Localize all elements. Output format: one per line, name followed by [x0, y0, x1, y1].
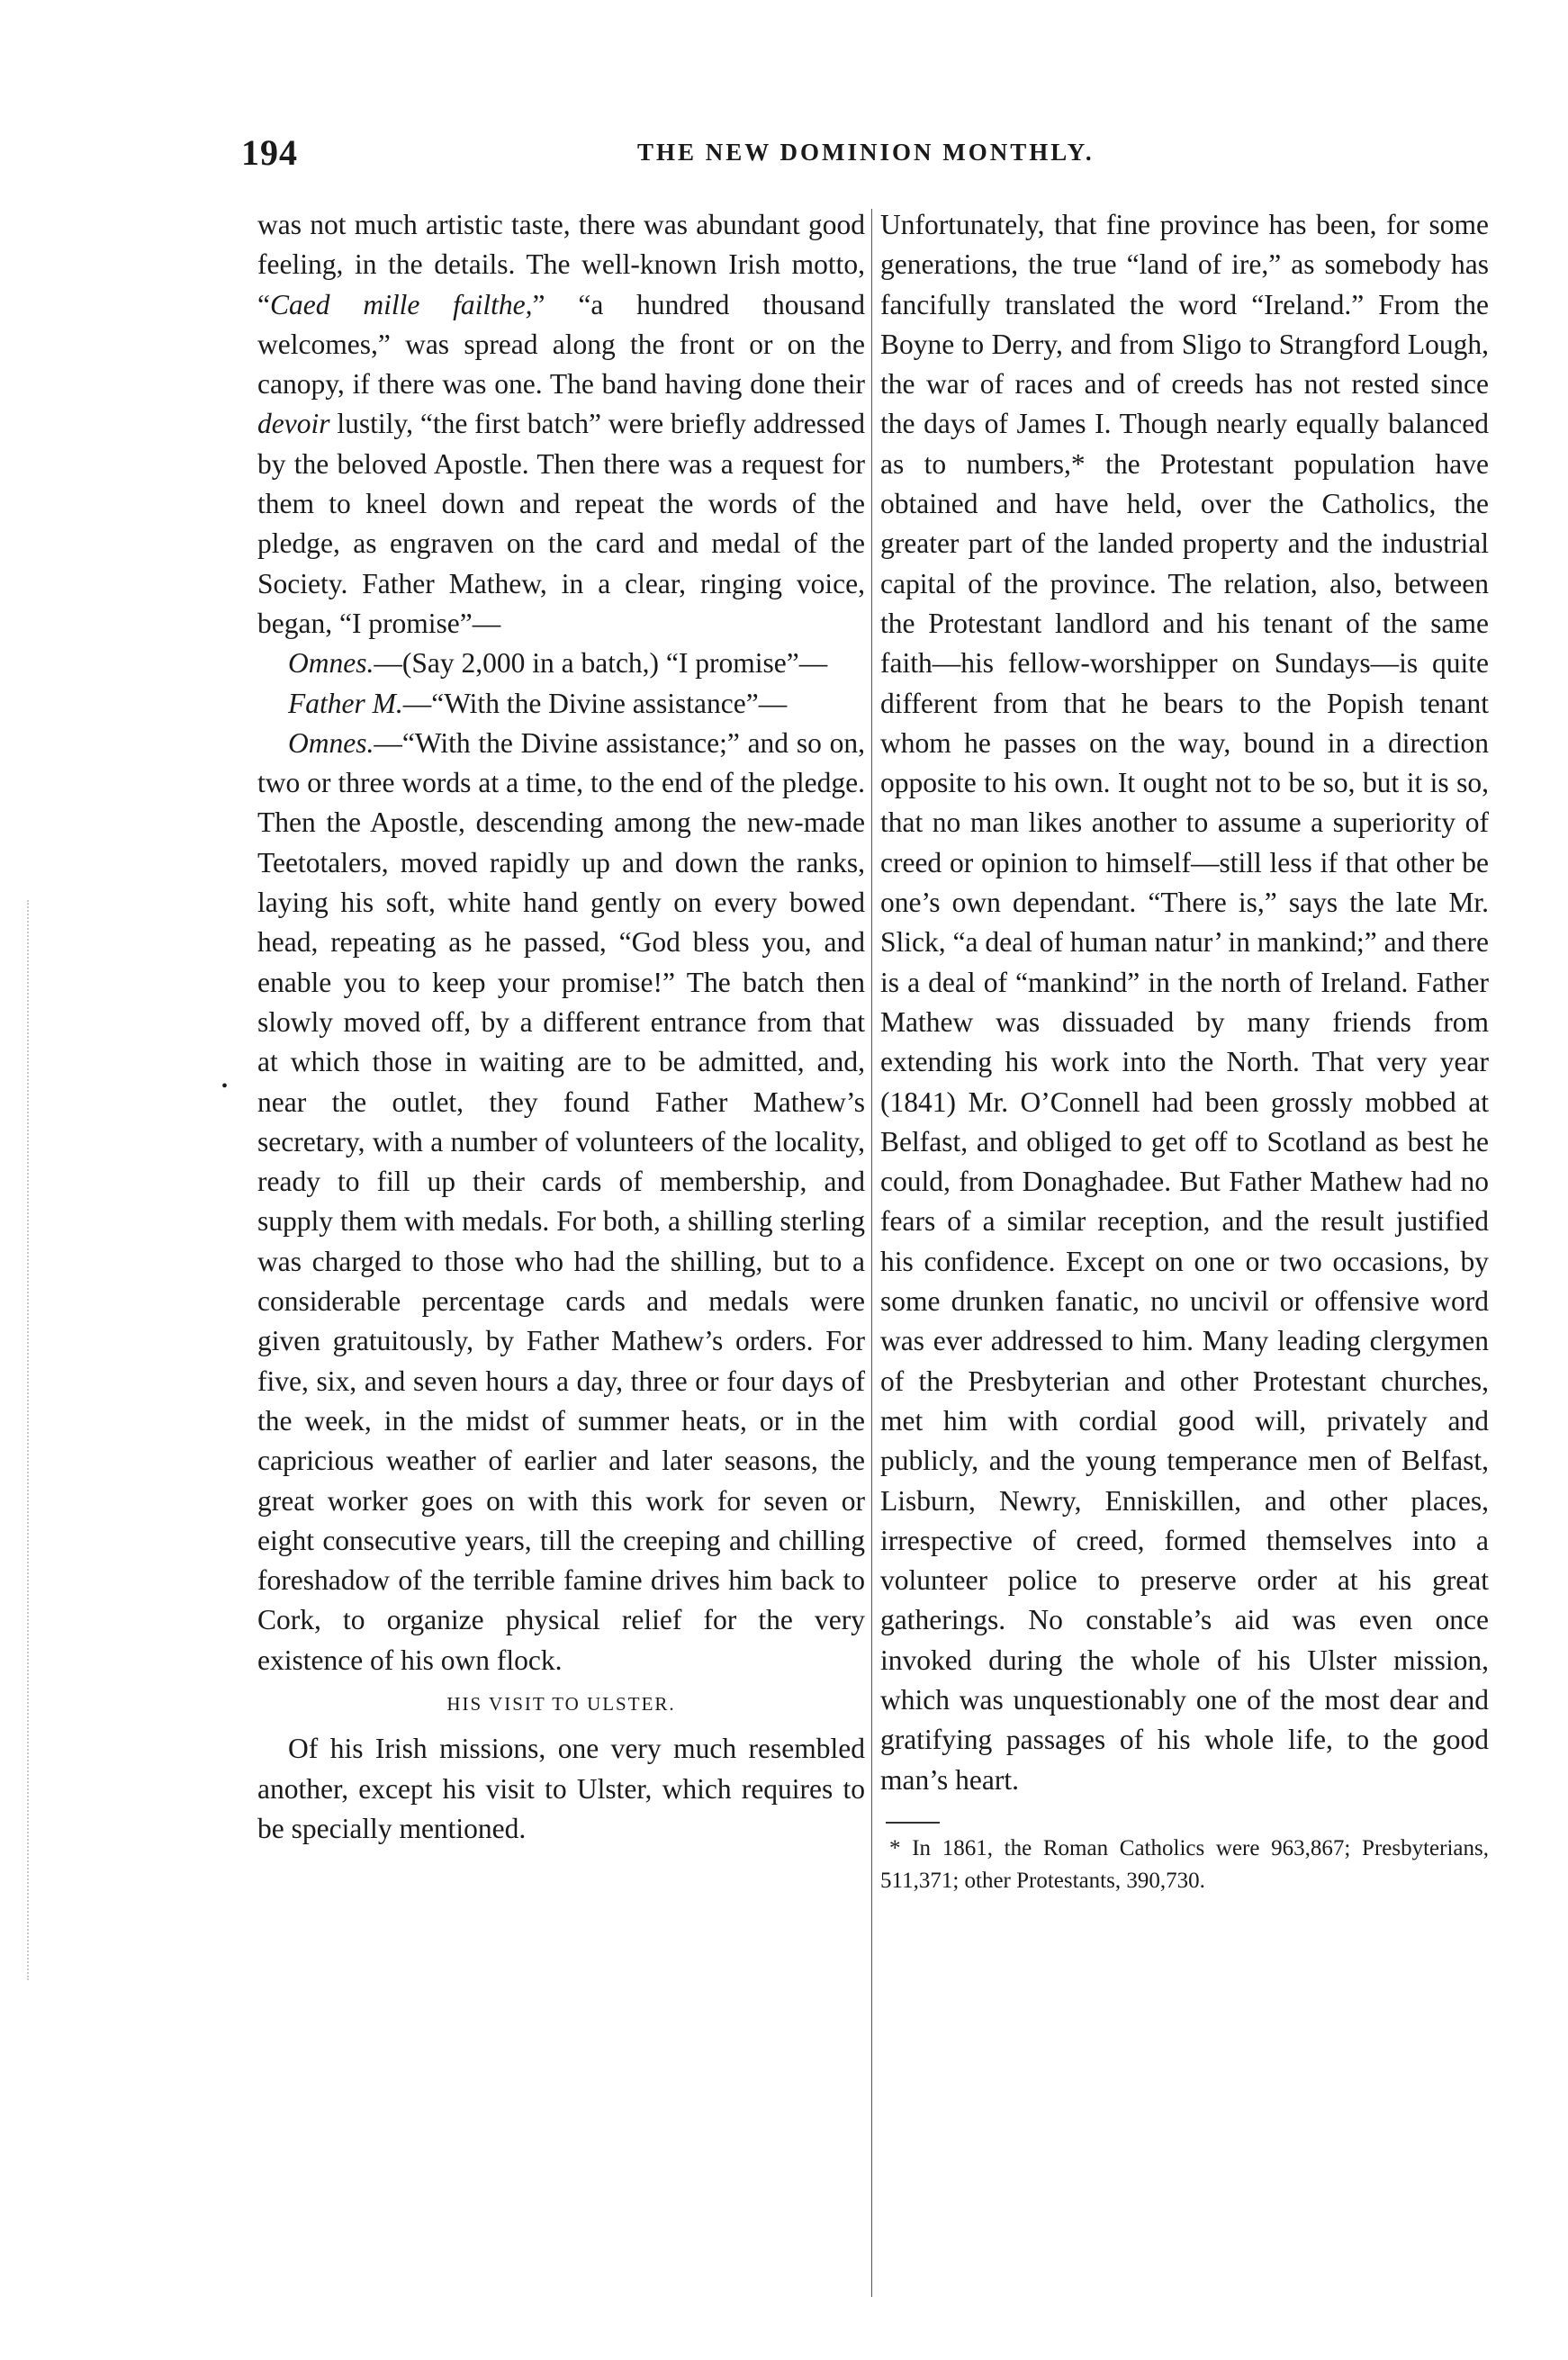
paragraph: Unfortunately, that fine province has been, for some generations, the true “land of ire,” as somebody has fancifully translated the word “Ireland.” From the Boyne to Derry, and from Sligo to Strangford Lough, the war of races and of creeds has not rested since the days of James I. Though nearly equally balanced as to numbers,* the Protestant population have obtained and have held, over the Catholics, the greater part of the landed property and the industrial capital of the province. The relation, also, between the Protestant landlord and his tenant of the same faith—his fellow-worshipper on Sundays—is quite different from that he bears to the Popish tenant whom he passes on the way, bound in a direction opposite to his own. It ought not to be so, but it is so, that no man likes another to assume a superiority of creed or opinion to himself—still less if that other be one’s own dependant. “There is,” says the late Mr. Slick, “a deal of human natur’ in mankind;” and there is a deal of “mankind” in the north of Ireland. Father Mathew was dissuaded by many friends from extending his work into the North. That very year (1841) Mr. O’Connell had been grossly mobbed at Belfast, and obliged to get off to Scotland as best he could, from Donaghadee. But Father Mathew had no fears of a similar reception, and the result justified his confidence. Except on one or two occasions, by some drunken fanatic, no uncivil or offensive word was ever addressed to him. Many leading clergymen of the Presbyterian and other Protestant churches, met him with cordial good will, privately and publicly, and the young temperance men of Belfast, Lisburn, Newry, Enniskillen, and other places, irrespective of creed, formed themselves into a volunteer police to preserve order at his great gatherings. No constable’s aid was even once invoked during the whole of his Ulster mission, which was unquestionably one of the most dear and gratifying passages of his whole life, to the good man’s heart. [880, 209, 1489, 1796]
devoir-word: devoir [257, 408, 330, 440]
page-header [241, 131, 1483, 171]
paragraph: Father M.—“With the Divine assistance”— [288, 687, 788, 719]
footnote: * In 1861, the Roman Catholics were 963,867; Presbyterians, 511,371; other Protestants, 390,730. [880, 1835, 1489, 1893]
section-heading: HIS VISIT TO ULSTER. [446, 1692, 676, 1715]
irish-motto: Caed mille failthe, [269, 288, 533, 320]
column-divider [871, 209, 872, 2297]
paragraph: Omnes.—(Say 2,000 in a batch,) “I promise”— [288, 647, 828, 680]
margin-mark: • [221, 1076, 229, 1096]
speaker: Father M. [288, 687, 403, 719]
paragraph: Omnes.—“With the Divine assistance;” and so on, two or three words at a time, to the end of the pledge. Then the Apostle, descending among the new-made Teetotalers, moved rapidly up and down the ranks, laying his soft, white hand gently on every bowed head, repeating as he passed, “God bless you, and enable you to keep your promise!” The batch then slowly moved off, by a different entrance from that at which those in waiting are to be admitted, and, near the outlet, they found Father Mathew’s secretary, with a number of volunteers of the locality, ready to fill up their cards of membership, and supply them with medals. For both, a shilling sterling was charged to those who had the shilling, but to a considerable percentage cards and medals were given gratuitously, by Father Mathew’s orders. For five, six, and seven hours a day, three or four days of the week, in the midst of summer heats, or in the capricious weather of earlier and later seasons, the great worker goes on with this work for seven or eight consecutive years, till the creeping and chilling foreshadow of the terrible famine drives him back to Cork, to organize physical relief for the very existence of his own flock. [257, 726, 865, 1676]
paragraph: was not much artistic taste, there was abundant good feeling, in the details. The well-known Irish motto, “Caed mille failthe,” “a hundred thousand welcomes,” was spread along the front or on the canopy, if there was one. The band having done their devoir lustily, “the first batch” were briefly addressed by the beloved Apostle. Then there was a request for them to kneel down and repeat the words of the pledge, as engraven on the card and medal of the Society. Father Mathew, in a clear, ringing voice, began, “I promise”— [257, 209, 865, 639]
paragraph: Of his Irish missions, one very much resembled another, except his visit to Ulster, which requires to be specially mentioned. [257, 1733, 865, 1844]
scan-edge-shadow [27, 900, 59, 1980]
footnote-rule [886, 1822, 940, 1824]
right-column [880, 205, 1489, 1897]
speaker: Omnes. [288, 647, 374, 680]
speaker: Omnes. [288, 726, 374, 759]
running-title: THE NEW DOMINION MONTHLY. [637, 139, 1095, 166]
page-number: 194 [241, 132, 298, 173]
left-column [257, 205, 865, 1849]
